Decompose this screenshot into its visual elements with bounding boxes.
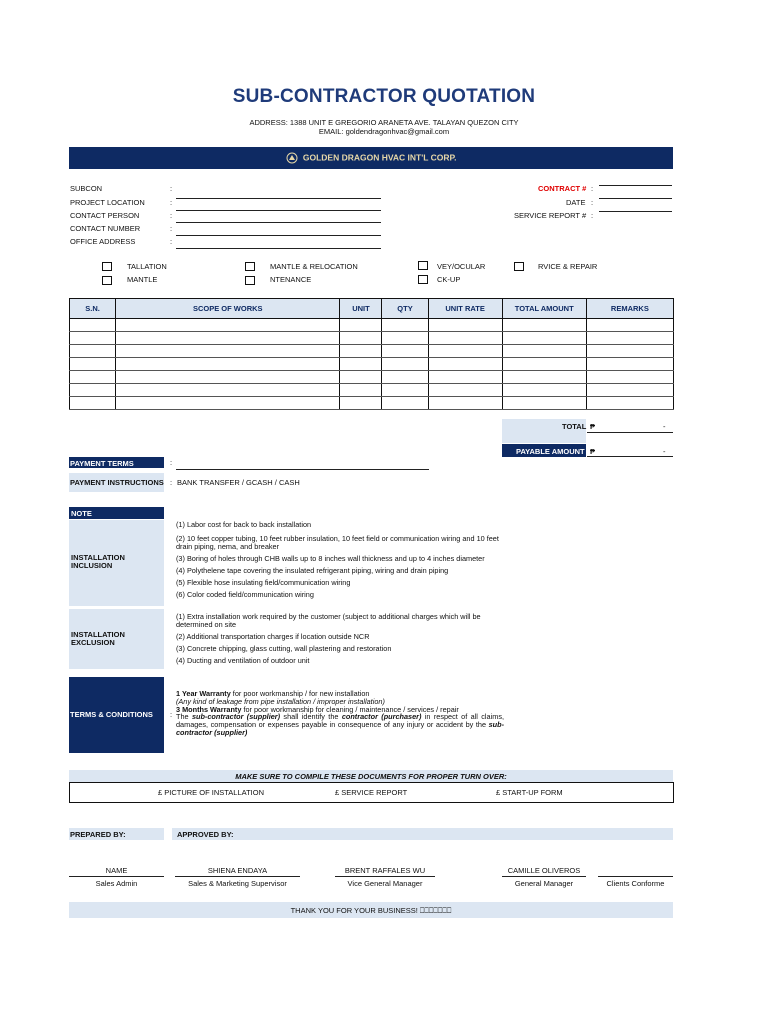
pickup-checkbox[interactable]: [418, 275, 428, 284]
turnover-heading-bar: [69, 770, 673, 782]
subcon-label: SUBCON: [70, 184, 103, 193]
table-cell[interactable]: [586, 371, 673, 384]
maintenance-checkbox[interactable]: [245, 276, 255, 285]
project-location-field[interactable]: [176, 198, 381, 199]
payment-terms-label: PAYMENT TERMS: [70, 459, 134, 468]
office-address-field-2[interactable]: [176, 248, 381, 249]
prepared-by-label: PREPARED BY:: [70, 830, 126, 839]
signature-line: [69, 876, 164, 877]
exclusion-item: (1) Extra installation work required by the customer (subject to additional charges which will be determined on site: [176, 612, 481, 629]
installation-checkbox[interactable]: [102, 262, 112, 271]
column-header-sn: S.N.: [70, 299, 116, 319]
table-cell[interactable]: [70, 345, 116, 358]
footer-bar: [69, 902, 673, 918]
table-cell[interactable]: [382, 332, 428, 345]
payment-instructions-colon: :: [170, 478, 173, 487]
table-cell[interactable]: [116, 345, 340, 358]
approved-by-label: APPROVED BY:: [177, 830, 234, 839]
service-report-label: SERVICE REPORT #: [514, 211, 587, 220]
contact-person-colon: :: [170, 211, 173, 220]
signatory-role: General Manager: [514, 879, 574, 888]
liability-subcontractor: sub-contractor (supplier): [191, 712, 281, 722]
signatory-name: SHIENA ENDAYA: [207, 866, 268, 875]
liability-rest: in respect of all claims, damages, compensation or expenses payable in consequence of any injury or accident by the: [176, 712, 504, 730]
project-location-label: PROJECT LOCATION: [70, 198, 145, 207]
service-report-colon: :: [591, 211, 594, 220]
payment-terms-field[interactable]: [176, 469, 429, 470]
table-row: [70, 384, 674, 397]
total-field-line: [587, 432, 673, 433]
exclusion-label: INSTALLATION EXCLUSION: [71, 630, 125, 647]
table-cell[interactable]: [586, 384, 673, 397]
dismantle-checkbox[interactable]: [102, 276, 112, 285]
terms-colon: :: [170, 710, 173, 719]
signature-line: [598, 876, 673, 877]
contact-number-colon: :: [170, 224, 173, 233]
liability-mid: shall identify the: [280, 712, 342, 722]
terms-label: TERMS & CONDITIONS: [70, 710, 153, 719]
dismantle-relocation-checkbox[interactable]: [245, 262, 255, 271]
survey-ocular-checkbox[interactable]: [418, 261, 428, 270]
office-address-label: OFFICE ADDRESS: [70, 237, 136, 246]
liability-contractor: contractor (purchaser): [341, 712, 422, 722]
table-row: [70, 358, 674, 371]
warranty-2-text: for poor workmanship for cleaning / maintenance / services / repair: [241, 704, 459, 714]
service-report-field[interactable]: [599, 211, 672, 212]
table-cell[interactable]: [70, 358, 116, 371]
inclusion-item: (3) Boring of holes through CHB walls up to 8 inches wall thickness and up to 4 inches diameter: [176, 554, 485, 563]
dismantle-label: MANTLE: [127, 275, 158, 284]
exclusion-list: [176, 613, 504, 665]
warranty-2-bold: 3 Months Warranty: [176, 704, 242, 714]
warranty-1-text: for poor workmanship / for new installation: [230, 689, 370, 698]
table-row: [70, 397, 674, 410]
column-header-unit-rate: UNIT RATE: [428, 299, 502, 319]
payment-instructions-label: PAYMENT INSTRUCTIONS: [70, 478, 164, 487]
signatory-role: Clients Conforme: [606, 879, 665, 888]
service-repair-label: RVICE & REPAIR: [538, 262, 598, 271]
total-value: -: [663, 422, 666, 431]
table-header-row: [70, 299, 674, 319]
table-cell[interactable]: [340, 371, 382, 384]
signatory-role: Vice General Manager: [347, 879, 423, 888]
signature-line: [175, 876, 300, 877]
inclusion-item: (2) 10 feet copper tubing, 10 feet rubber insulation, 10 feet field or communication wiring and 10 feet drain piping, nema, and breaker: [176, 534, 499, 551]
table-cell[interactable]: [502, 397, 586, 410]
signatory-role: Sales & Marketing Supervisor: [188, 879, 287, 888]
table-cell[interactable]: [70, 332, 116, 345]
contract-no-field[interactable]: [599, 185, 672, 186]
table-cell[interactable]: [502, 384, 586, 397]
inclusion-item: (4) Polythelene tape covering the insulated refrigerant piping, wiring and drain piping: [176, 566, 449, 575]
total-label: TOTAL: [562, 422, 587, 431]
payable-value: -: [663, 447, 666, 456]
table-cell[interactable]: [116, 319, 340, 332]
column-header-unit: UNIT: [340, 299, 382, 319]
total-currency: ₱: [590, 422, 596, 431]
company-name: GOLDEN DRAGON HVAC INT'L CORP.: [302, 152, 457, 163]
table-cell[interactable]: [70, 397, 116, 410]
dismantle-relocation-label: MANTLE & RELOCATION: [270, 262, 358, 271]
table-cell[interactable]: [340, 358, 382, 371]
maintenance-label: NTENANCE: [270, 275, 312, 284]
inclusion-list: [176, 521, 504, 599]
table-cell[interactable]: [70, 371, 116, 384]
inclusion-label: INSTALLATION INCLUSION: [71, 553, 125, 570]
contract-no-colon: :: [591, 184, 594, 193]
office-address-field[interactable]: [176, 235, 381, 236]
date-colon: :: [591, 198, 594, 207]
table-cell[interactable]: [502, 345, 586, 358]
table-cell[interactable]: [502, 332, 586, 345]
table-cell[interactable]: [586, 319, 673, 332]
inclusion-item: (5) Flexible hose insulating field/communication wiring: [176, 578, 351, 587]
table-cell[interactable]: [340, 319, 382, 332]
table-cell[interactable]: [340, 397, 382, 410]
table-cell[interactable]: [382, 345, 428, 358]
date-field[interactable]: [599, 198, 672, 199]
table-cell[interactable]: [502, 371, 586, 384]
approved-by-cell: [172, 828, 673, 840]
table-cell[interactable]: [586, 345, 673, 358]
table-row: [70, 345, 674, 358]
inclusion-item: (1) Labor cost for back to back installation: [176, 520, 312, 529]
table-cell[interactable]: [382, 358, 428, 371]
liability-end: sub-contractor (supplier): [176, 720, 504, 737]
table-cell[interactable]: [502, 358, 586, 371]
table-cell[interactable]: [116, 384, 340, 397]
table-cell[interactable]: [340, 332, 382, 345]
column-header-scope: SCOPE OF WORKS: [116, 299, 340, 319]
table-cell[interactable]: [116, 371, 340, 384]
company-address: ADDRESS: 1388 UNIT E GREGORIO ARANETA AVE. TALAYAN QUEZON CITY: [249, 118, 519, 127]
project-location-colon: :: [170, 198, 173, 207]
service-repair-checkbox[interactable]: [514, 262, 524, 271]
date-label: DATE: [566, 198, 586, 207]
column-header-total-amount: TOTAL AMOUNT: [502, 299, 586, 319]
signature-line: [502, 876, 586, 877]
contact-number-label: CONTACT NUMBER: [70, 224, 141, 233]
column-header-remarks: REMARKS: [586, 299, 673, 319]
exclusion-item: (2) Additional transportation charges if location outside NCR: [176, 632, 370, 641]
liability-pre: The: [176, 712, 192, 722]
turnover-doc-service-report[interactable]: £ SERVICE REPORT: [335, 788, 408, 797]
exclusion-item: (3) Concrete chipping, glass cutting, wall plastering and restoration: [176, 644, 392, 653]
contact-person-label: CONTACT PERSON: [70, 211, 140, 220]
payment-instructions-value: BANK TRANSFER / GCASH / CASH: [177, 478, 300, 487]
inclusion-item: (6) Color coded field/communication wiring: [176, 590, 314, 599]
table-cell[interactable]: [382, 371, 428, 384]
turnover-doc-startup-form[interactable]: £ START-UP FORM: [496, 788, 563, 797]
table-cell[interactable]: [382, 397, 428, 410]
terms-text: [176, 690, 504, 737]
table-cell[interactable]: [70, 384, 116, 397]
table-cell[interactable]: [586, 332, 673, 345]
table-cell[interactable]: [586, 397, 673, 410]
payable-field-line: [587, 456, 673, 457]
note-label: NOTE: [71, 509, 92, 518]
table-cell[interactable]: [428, 345, 502, 358]
signature-line: [335, 876, 435, 877]
table-cell[interactable]: [382, 384, 428, 397]
table-cell[interactable]: [340, 345, 382, 358]
table-cell[interactable]: [382, 319, 428, 332]
signatory-name: CAMILLE OLIVEROS: [507, 866, 581, 875]
scope-table: [69, 298, 674, 410]
table-row: [70, 319, 674, 332]
turnover-doc-picture[interactable]: £ PICTURE OF INSTALLATION: [158, 788, 264, 797]
column-header-qty: QTY: [382, 299, 428, 319]
table-cell[interactable]: [70, 319, 116, 332]
table-cell[interactable]: [340, 384, 382, 397]
thank-you-message: THANK YOU FOR YOUR BUSINESS! ⎕⎕⎕⎕⎕⎕⎕: [290, 906, 452, 915]
payable-currency: ₱: [590, 447, 596, 456]
table-cell[interactable]: [428, 358, 502, 371]
office-address-colon: :: [170, 237, 173, 246]
table-cell[interactable]: [428, 371, 502, 384]
table-row: [70, 332, 674, 345]
exclusion-item: (4) Ducting and ventilation of outdoor unit: [176, 656, 310, 665]
turnover-heading: MAKE SURE TO COMPILE THESE DOCUMENTS FOR PROPER TURN OVER:: [235, 772, 507, 781]
contact-number-field[interactable]: [176, 222, 381, 223]
signatory-name: NAME: [105, 866, 128, 875]
table-row: [70, 371, 674, 384]
signatory-name: BRENT RAFFALES WU: [344, 866, 426, 875]
company-banner: [69, 147, 673, 169]
warranty-1-bold: 1 Year Warranty: [176, 689, 231, 698]
company-email: EMAIL: goldendragonhvac@gmail.com: [318, 127, 450, 136]
signatory-role: Sales Admin: [95, 879, 138, 888]
table-cell[interactable]: [428, 319, 502, 332]
table-cell[interactable]: [502, 319, 586, 332]
payment-terms-colon: :: [170, 458, 173, 467]
table-cell[interactable]: [428, 332, 502, 345]
table-cell[interactable]: [116, 397, 340, 410]
contact-person-field[interactable]: [176, 210, 381, 211]
table-cell[interactable]: [586, 358, 673, 371]
survey-ocular-label: VEY/OCULAR: [437, 262, 486, 271]
table-cell[interactable]: [116, 358, 340, 371]
contract-no-label: CONTRACT #: [538, 184, 587, 193]
table-cell[interactable]: [116, 332, 340, 345]
warranty-1-note: (Any kind of leakage from pipe installation / improper installation): [176, 696, 385, 706]
payable-label: PAYABLE AMOUNT: [516, 447, 585, 456]
page-title: SUB-CONTRACTOR QUOTATION: [232, 86, 536, 107]
installation-label: TALLATION: [127, 262, 167, 271]
table-cell[interactable]: [428, 397, 502, 410]
pickup-label: CK-UP: [437, 275, 461, 284]
table-cell[interactable]: [428, 384, 502, 397]
dragon-logo-icon: [286, 152, 298, 164]
subcon-colon: :: [170, 184, 173, 193]
